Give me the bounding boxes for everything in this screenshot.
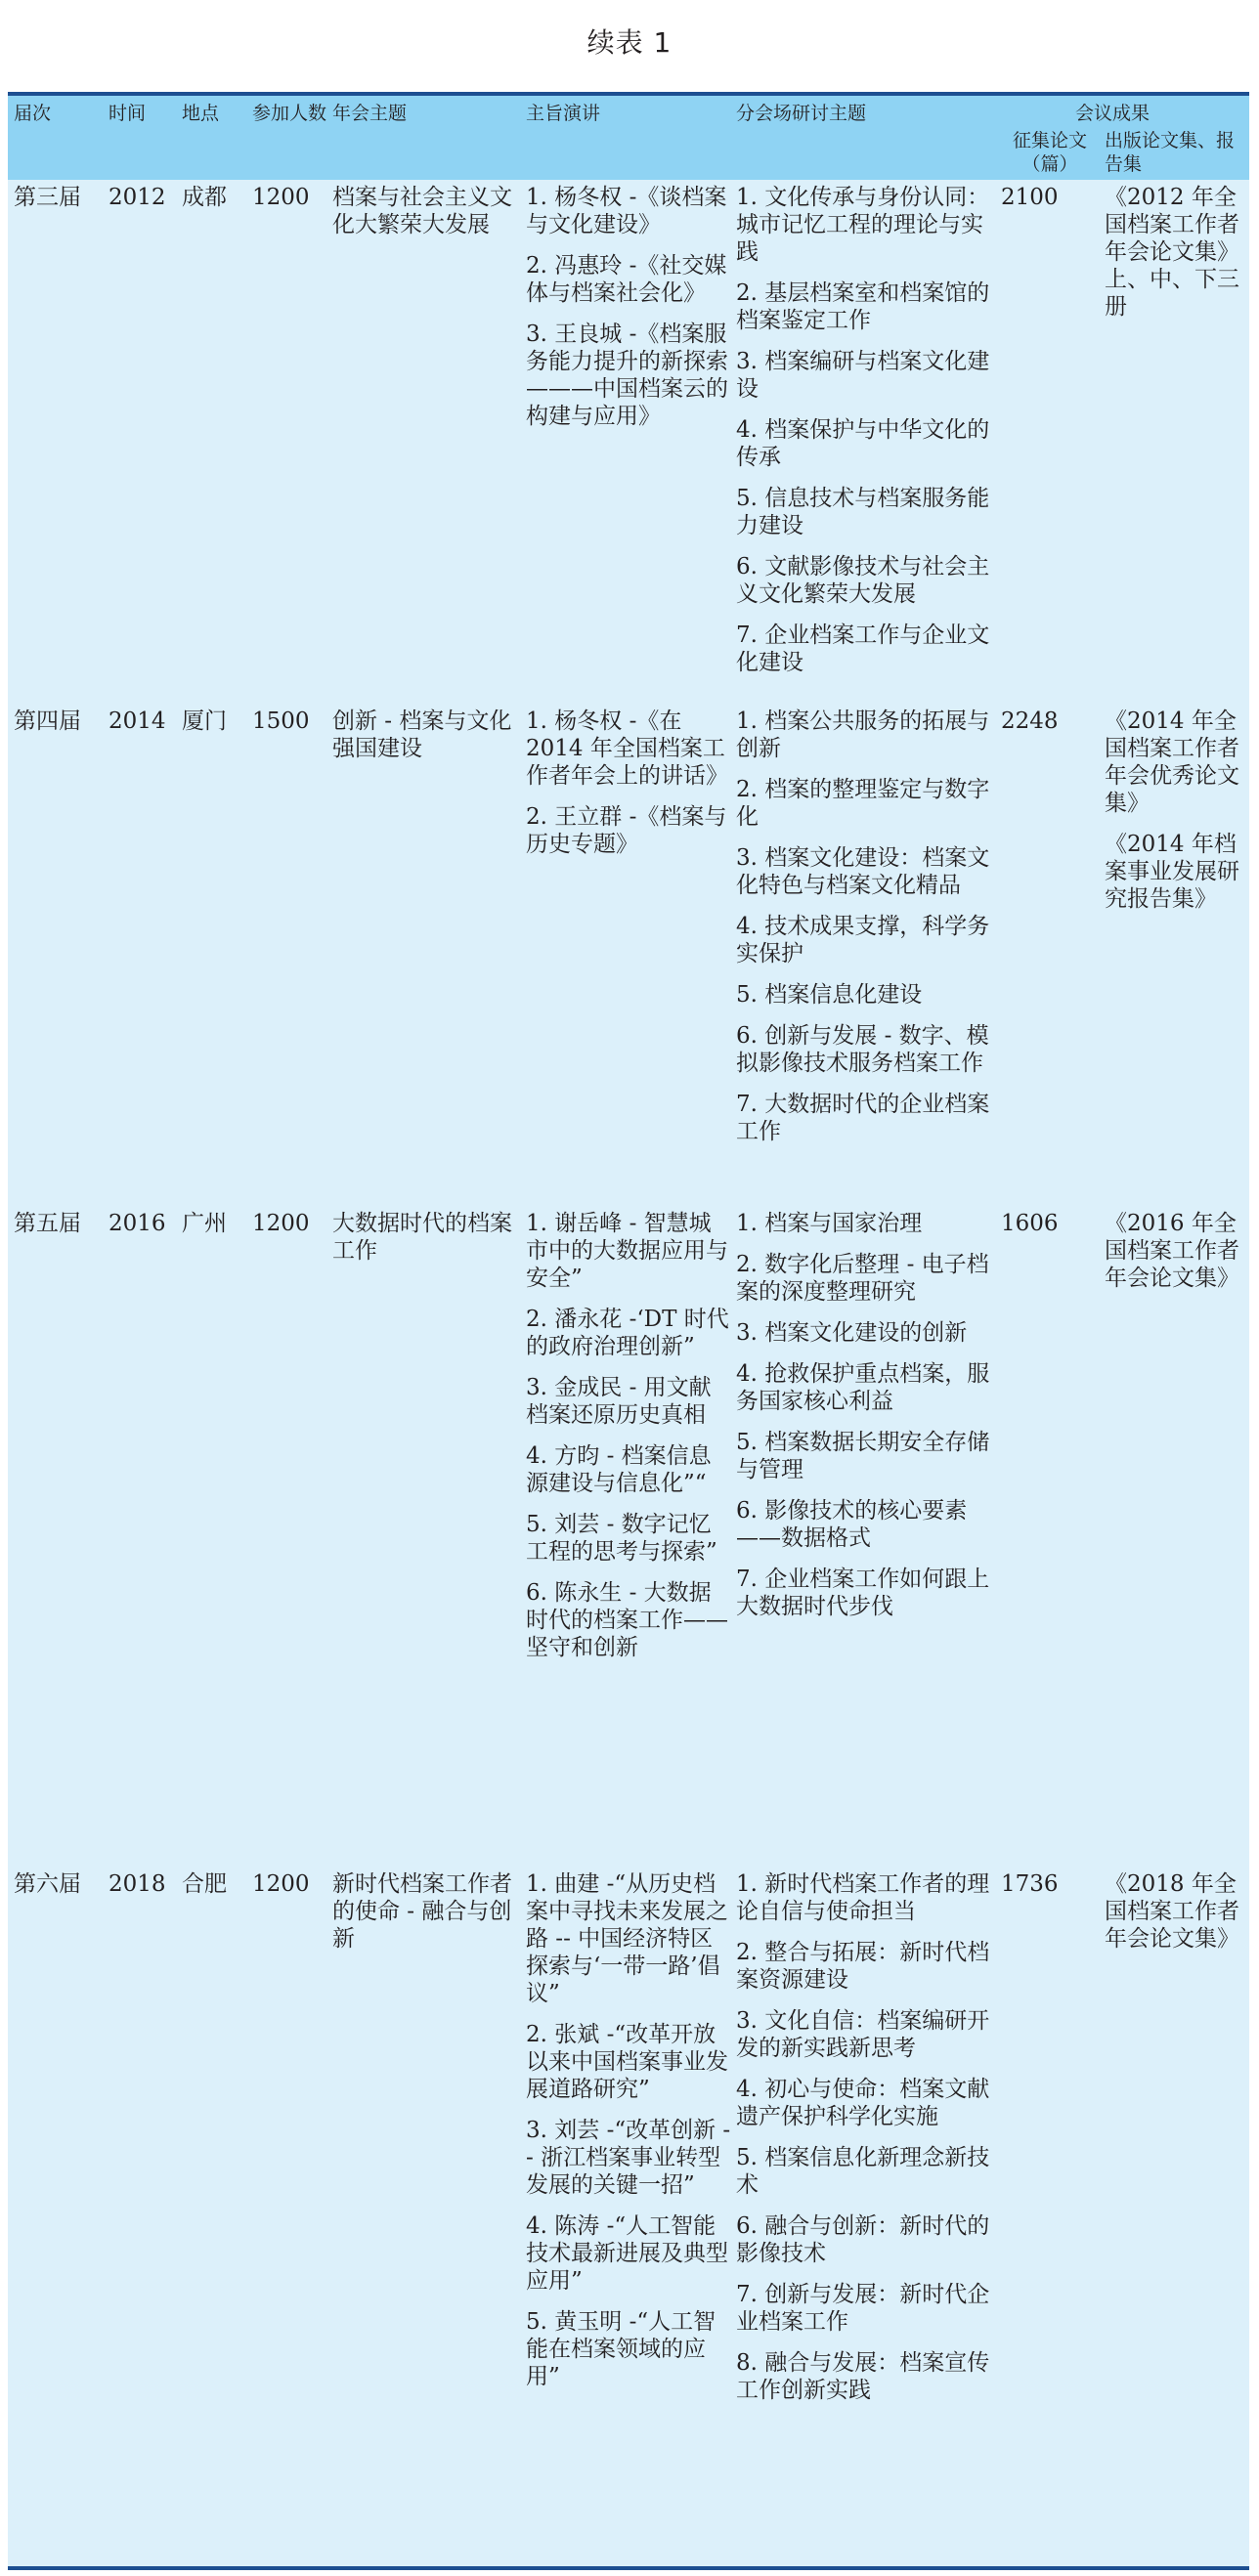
cell-year: 2012 bbox=[109, 185, 166, 210]
header-keynote: 主旨演讲 bbox=[526, 103, 601, 124]
cell-subforums bbox=[736, 708, 1000, 1145]
publication-item: 《2014 年档案事业发展研究报告集》 bbox=[1105, 832, 1239, 912]
keynote-item: 3. 金成民 - 用文献档案还原历史真相 bbox=[526, 1375, 712, 1428]
subforum-item: 1. 文化传承与身份认同：城市记忆工程的理论与实践 bbox=[736, 185, 990, 265]
header-location: 地点 bbox=[182, 103, 220, 124]
subforum-item: 5. 档案信息化新理念新技术 bbox=[736, 2145, 990, 2198]
header-publications: 出版论文集、报告集 bbox=[1105, 130, 1236, 175]
header-results: 会议成果 bbox=[1075, 103, 1150, 124]
subforum-item: 7. 企业档案工作与企业文化建设 bbox=[736, 623, 990, 675]
conference-table bbox=[8, 92, 1249, 2570]
cell-subforums bbox=[736, 1210, 1000, 1620]
cell-session: 第六届 bbox=[14, 1871, 81, 1897]
cell-keynotes bbox=[526, 184, 733, 430]
keynote-item: 6. 陈永生 - 大数据时代的档案工作——坚守和创新 bbox=[526, 1580, 728, 1660]
header-session: 届次 bbox=[14, 103, 52, 124]
subforum-item: 2. 整合与拓展：新时代档案资源建设 bbox=[736, 1940, 990, 1993]
cell-year: 2014 bbox=[109, 708, 166, 734]
cell-papers: 1606 bbox=[1001, 1211, 1059, 1236]
keynote-item: 2. 王立群 -《档案与历史专题》 bbox=[526, 804, 727, 857]
cell-theme: 创新 - 档案与文化强国建设 bbox=[332, 708, 512, 761]
cell-papers: 2100 bbox=[1001, 185, 1059, 210]
subforum-item: 7. 企业档案工作如何跟上大数据时代步伐 bbox=[736, 1567, 990, 1619]
subforum-item: 4. 档案保护与中华文化的传承 bbox=[736, 417, 990, 470]
keynote-item: 4. 方昀 - 档案信息源建设与信息化”“ bbox=[526, 1443, 712, 1496]
subforum-item: 4. 初心与使命：档案文献遗产保护科学化实施 bbox=[736, 2077, 990, 2129]
subforum-item: 2. 档案的整理鉴定与数字化 bbox=[736, 777, 990, 830]
subforum-item: 8. 融合与发展：档案宣传工作创新实践 bbox=[736, 2350, 990, 2403]
cell-session: 第三届 bbox=[14, 185, 81, 210]
cell-location: 合肥 bbox=[182, 1871, 227, 1897]
keynote-item: 4. 陈涛 -“人工智能技术最新进展及典型应用” bbox=[526, 2213, 728, 2294]
cell-papers: 2248 bbox=[1001, 708, 1059, 734]
subforum-item: 3. 文化自信：档案编研开发的新实践新思考 bbox=[736, 2008, 990, 2061]
subforum-item: 2. 数字化后整理 - 电子档案的深度整理研究 bbox=[736, 1252, 989, 1305]
cell-publications bbox=[1105, 184, 1247, 321]
table-header bbox=[8, 96, 1249, 180]
cell-keynotes bbox=[526, 1870, 733, 2390]
subforum-item: 5. 档案信息化建设 bbox=[736, 982, 923, 1008]
publication-item: 《2012 年全国档案工作者年会论文集》上、中、下三册 bbox=[1105, 185, 1239, 320]
cell-theme: 档案与社会主义文化大繁荣大发展 bbox=[332, 185, 512, 237]
keynote-item: 1. 杨冬权 -《在 2014 年全国档案工作者年会上的讲话》 bbox=[526, 708, 728, 789]
subforum-item: 6. 文献影像技术与社会主义文化繁荣大发展 bbox=[736, 554, 990, 607]
subforum-item: 1. 新时代档案工作者的理论自信与使命担当 bbox=[736, 1871, 990, 1924]
cell-attendees: 1500 bbox=[252, 708, 310, 734]
subforum-item: 4. 抢救保护重点档案，服务国家核心利益 bbox=[736, 1361, 990, 1414]
header-papers: 征集论文（篇） bbox=[1012, 130, 1087, 175]
table-caption: 续表 1 bbox=[586, 26, 673, 59]
publication-item: 《2014 年全国档案工作者年会优秀论文集》 bbox=[1105, 708, 1239, 816]
keynote-item: 5. 刘芸 - 数字记忆工程的思考与探索” bbox=[526, 1512, 717, 1565]
publication-item: 《2016 年全国档案工作者年会论文集》 bbox=[1105, 1211, 1239, 1291]
cell-theme: 大数据时代的档案工作 bbox=[332, 1211, 512, 1264]
subforum-item: 6. 融合与创新：新时代的影像技术 bbox=[736, 2213, 990, 2266]
cell-subforums bbox=[736, 184, 1000, 676]
keynote-item: 2. 冯惠玲 -《社交媒体与档案社会化》 bbox=[526, 253, 727, 306]
keynote-item: 2. 潘永花 -‘DT 时代的政府治理创新” bbox=[526, 1307, 729, 1359]
keynote-item: 3. 王良城 -《档案服务能力提升的新探索———中国档案云的构建与应用》 bbox=[526, 322, 728, 429]
cell-location: 成都 bbox=[182, 185, 227, 210]
cell-publications bbox=[1105, 1210, 1247, 1292]
subforum-item: 5. 档案数据长期安全存储与管理 bbox=[736, 1430, 990, 1482]
header-year: 时间 bbox=[109, 103, 147, 124]
keynote-item: 5. 黄玉明 -“人工智能在档案领域的应用” bbox=[526, 2309, 716, 2389]
subforum-item: 6. 影像技术的核心要素——数据格式 bbox=[736, 1498, 968, 1551]
subforum-item: 3. 档案编研与档案文化建设 bbox=[736, 349, 990, 402]
subforum-item: 7. 创新与发展：新时代企业档案工作 bbox=[736, 2282, 990, 2335]
cell-theme: 新时代档案工作者的使命 - 融合与创新 bbox=[332, 1871, 512, 1952]
keynote-item: 1. 谢岳峰 - 智慧城市中的大数据应用与安全” bbox=[526, 1211, 728, 1291]
publication-item: 《2018 年全国档案工作者年会论文集》 bbox=[1105, 1871, 1239, 1952]
cell-location: 广州 bbox=[182, 1211, 227, 1236]
keynote-item: 1. 杨冬权 -《谈档案与文化建设》 bbox=[526, 185, 727, 237]
cell-subforums bbox=[736, 1870, 1000, 2404]
cell-attendees: 1200 bbox=[252, 1871, 310, 1897]
subforum-item: 4. 技术成果支撑，科学务实保护 bbox=[736, 914, 990, 966]
subforum-item: 6. 创新与发展 - 数字、模拟影像技术服务档案工作 bbox=[736, 1023, 989, 1076]
cell-attendees: 1200 bbox=[252, 1211, 310, 1236]
subforum-item: 7. 大数据时代的企业档案工作 bbox=[736, 1092, 990, 1144]
keynote-item: 1. 曲建 -“从历史档案中寻找未来发展之路 -- 中国经济特区探索与‘一带一路’倡议” bbox=[526, 1871, 728, 2006]
subforum-item: 3. 档案文化建设：档案文化特色与档案文化精品 bbox=[736, 845, 990, 898]
subforum-item: 1. 档案与国家治理 bbox=[736, 1211, 923, 1236]
cell-year: 2016 bbox=[109, 1211, 166, 1236]
cell-publications bbox=[1105, 1870, 1247, 1953]
subforum-item: 3. 档案文化建设的创新 bbox=[736, 1320, 968, 1346]
cell-session: 第五届 bbox=[14, 1211, 81, 1236]
subforum-item: 2. 基层档案室和档案馆的档案鉴定工作 bbox=[736, 280, 990, 333]
keynote-item: 3. 刘芸 -“改革创新 -- 浙江档案事业转型发展的关键一招” bbox=[526, 2118, 731, 2198]
cell-papers: 1736 bbox=[1001, 1871, 1059, 1897]
cell-keynotes bbox=[526, 708, 733, 858]
subforum-item: 1. 档案公共服务的拓展与创新 bbox=[736, 708, 990, 761]
cell-attendees: 1200 bbox=[252, 185, 310, 210]
keynote-item: 2. 张斌 -“改革开放以来中国档案事业发展道路研究” bbox=[526, 2022, 728, 2102]
subforum-item: 5. 信息技术与档案服务能力建设 bbox=[736, 486, 990, 538]
cell-keynotes bbox=[526, 1210, 733, 1661]
cell-location: 厦门 bbox=[182, 708, 227, 734]
header-attendees: 参加人数 bbox=[252, 103, 327, 124]
cell-year: 2018 bbox=[109, 1871, 166, 1897]
cell-publications bbox=[1105, 708, 1247, 913]
header-theme: 年会主题 bbox=[332, 103, 408, 124]
header-subforum: 分会场研讨主题 bbox=[736, 103, 867, 124]
cell-session: 第四届 bbox=[14, 708, 81, 734]
